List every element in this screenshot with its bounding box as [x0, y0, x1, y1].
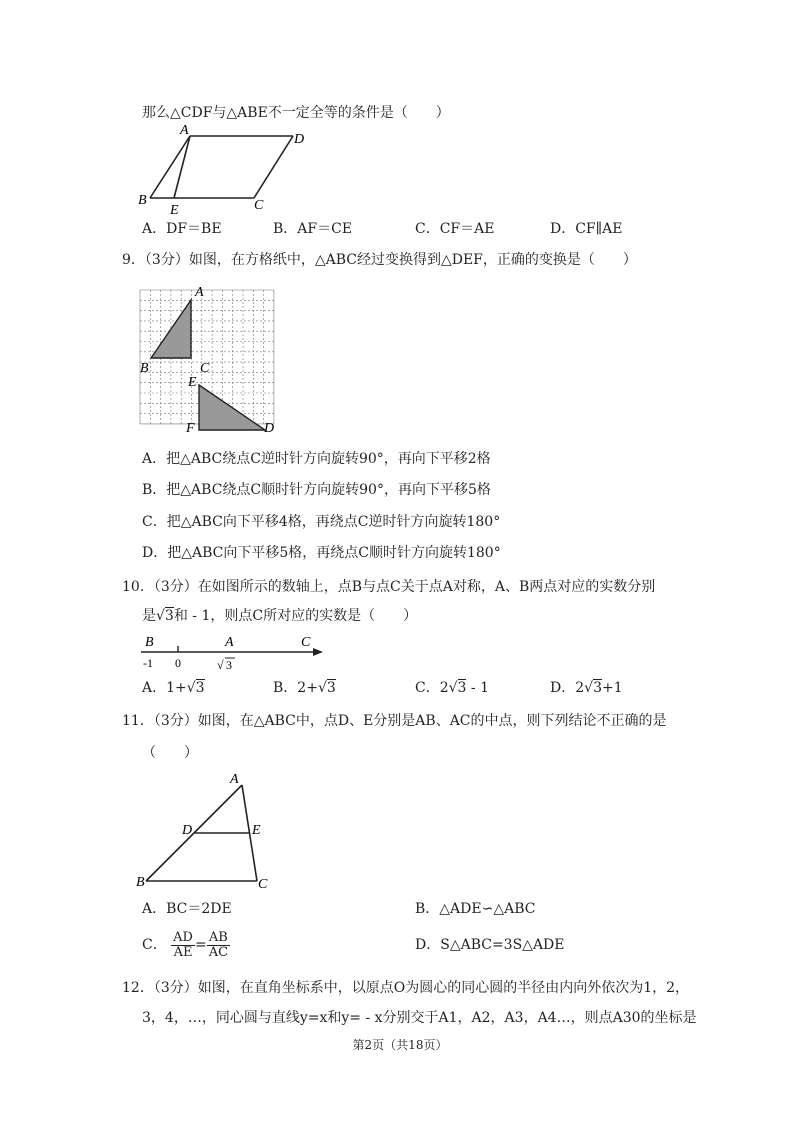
q10-option-d-sqrt: √ — [584, 680, 594, 696]
q11-option-c-fraction-1 — [171, 931, 195, 960]
q11-triangle-figure — [132, 768, 282, 892]
q11-frac1-num: AD — [173, 929, 193, 945]
q10-label-c: C — [301, 635, 311, 650]
q8-side-ba — [150, 136, 190, 198]
q9-triangle-def — [199, 385, 265, 430]
q9-grid-figure — [130, 278, 290, 438]
q8-parallelogram-figure — [130, 122, 330, 220]
q10-number-line — [135, 632, 335, 674]
q8-label-b: B — [138, 193, 147, 208]
q10-stem-line1: 10．（3分）在如图所示的数轴上，点B与点C关于点A对称，A、B两点对应的实数分别 — [122, 579, 656, 595]
q10-option-c-sqrt: √ — [448, 680, 458, 696]
q11-option-c-equals: = — [194, 937, 207, 953]
q11-option-c-fraction-2 — [207, 931, 230, 960]
q9-stem: 9．（3分）如图，在方格纸中，△ABC经过变换得到△DEF，正确的变换是（ ） — [122, 252, 637, 268]
q10-option-a-radicand: 3 — [195, 680, 205, 696]
q12-stem-line2: 3，4，…，同心圆与直线y=x和y= - x分别交于A1，A2，A3，A4…，则点A30的坐标是 — [142, 1010, 697, 1026]
q11-label-b: B — [136, 875, 145, 890]
q10-option-c-pre: C．2 — [415, 680, 449, 696]
q9-option-c: C．把△ABC向下平移4格，再绕点C逆时针方向旋转180° — [142, 514, 501, 530]
q10-option-a-sqrt: √ — [186, 680, 196, 696]
q10-option-b-sqrt: √ — [317, 680, 327, 696]
q9-label-f: F — [186, 421, 195, 436]
q10-option-d-pre: D．2 — [550, 680, 585, 696]
q11-frac1-den: AE — [173, 944, 193, 960]
q11-frac2-num: AB — [207, 931, 230, 946]
q11-option-c-pre: C． — [142, 937, 167, 953]
q10-label-zero: 0 — [175, 656, 181, 670]
q10-label-neg1: -1 — [143, 656, 153, 670]
q8-label-e: E — [170, 203, 179, 218]
q9-label-c: C — [200, 361, 210, 376]
q9-label-a: A — [195, 285, 204, 300]
q8-option-d: D．CF∥AE — [550, 221, 623, 237]
q11-frac2-den: AC — [208, 944, 229, 960]
q8-side-dc — [254, 136, 293, 198]
q10-label-b: B — [145, 635, 154, 650]
q10-option-c-radicand: 3 — [457, 680, 467, 696]
q8-label-a: A — [180, 123, 189, 138]
q11-option-a: A．BC＝2DE — [142, 901, 232, 917]
q8-option-b: B．AF＝CE — [273, 221, 353, 237]
q11-option-b: B．△ADE∽△ABC — [415, 901, 536, 917]
q9-option-a: A．把△ABC绕点C逆时针方向旋转90°，再向下平移2格 — [142, 451, 491, 467]
q10-axis-arrow — [313, 648, 323, 656]
page-footer: 第2页（共18页） — [352, 1038, 448, 1052]
q11-option-c — [142, 928, 230, 962]
q9-label-b: B — [140, 361, 149, 376]
q11-option-d: D．S△ABC=3S△ADE — [415, 937, 565, 953]
q10-option-a-pre: A．1+ — [142, 680, 187, 696]
q11-label-d: D — [182, 823, 193, 838]
q11-label-a: A — [230, 772, 239, 787]
q10-option-c — [415, 678, 489, 698]
q9-option-b: B．把△ABC绕点C顺时针方向旋转90°，再向下平移5格 — [142, 482, 491, 498]
q9-triangle-abc — [151, 300, 191, 358]
q10-stem-pre: 是 — [142, 608, 156, 624]
q10-sqrt-radicand: 3 — [164, 608, 174, 624]
q9-option-d: D．把△ABC向下平移5格，再绕点C顺时针方向旋转180° — [142, 545, 501, 561]
q9-label-e: E — [188, 375, 197, 390]
q10-option-b-radicand: 3 — [326, 680, 336, 696]
q11-stem-line1: 11．（3分）如图，在△ABC中，点D、E分别是AB、AC的中点，则下列结论不正确的是 — [122, 713, 667, 729]
q10-label-sqrt3: 3 — [226, 658, 232, 672]
q10-sqrt-symbol: √ — [156, 608, 165, 624]
q10-option-a — [142, 678, 205, 698]
q10-label-sqrt-symbol: √ — [217, 658, 224, 672]
q10-option-c-post: - 1 — [466, 680, 490, 696]
q10-option-b — [273, 678, 336, 698]
q10-label-a: A — [225, 635, 234, 650]
q12-stem-line1: 12．（3分）如图，在直角坐标系中，以原点O为圆心的同心圆的半径由内向外依次为1，2， — [122, 980, 690, 996]
q10-option-d-radicand: 3 — [593, 680, 602, 696]
q10-option-b-pre: B．2+ — [273, 680, 318, 696]
q8-option-a: A．DF＝BE — [142, 221, 222, 237]
q8-segment-ae — [174, 136, 190, 198]
q11-stem-line2: （ ） — [142, 745, 198, 761]
q8-stem-tail: 那么△CDF与△ABE不一定全等的条件是（ ） — [142, 105, 450, 121]
q8-label-c: C — [254, 198, 264, 213]
q10-stem-line2 — [142, 606, 417, 626]
q10-stem-post: 和 - 1，则点C所对应的实数是（ ） — [173, 608, 418, 624]
q10-option-d — [550, 678, 623, 698]
q11-label-c: C — [258, 877, 268, 892]
q8-option-c: C．CF＝AE — [415, 221, 495, 237]
q11-label-e: E — [252, 823, 261, 838]
q10-option-d-post: +1 — [601, 680, 623, 696]
q8-label-d: D — [294, 132, 305, 147]
q9-label-d: D — [264, 421, 275, 436]
